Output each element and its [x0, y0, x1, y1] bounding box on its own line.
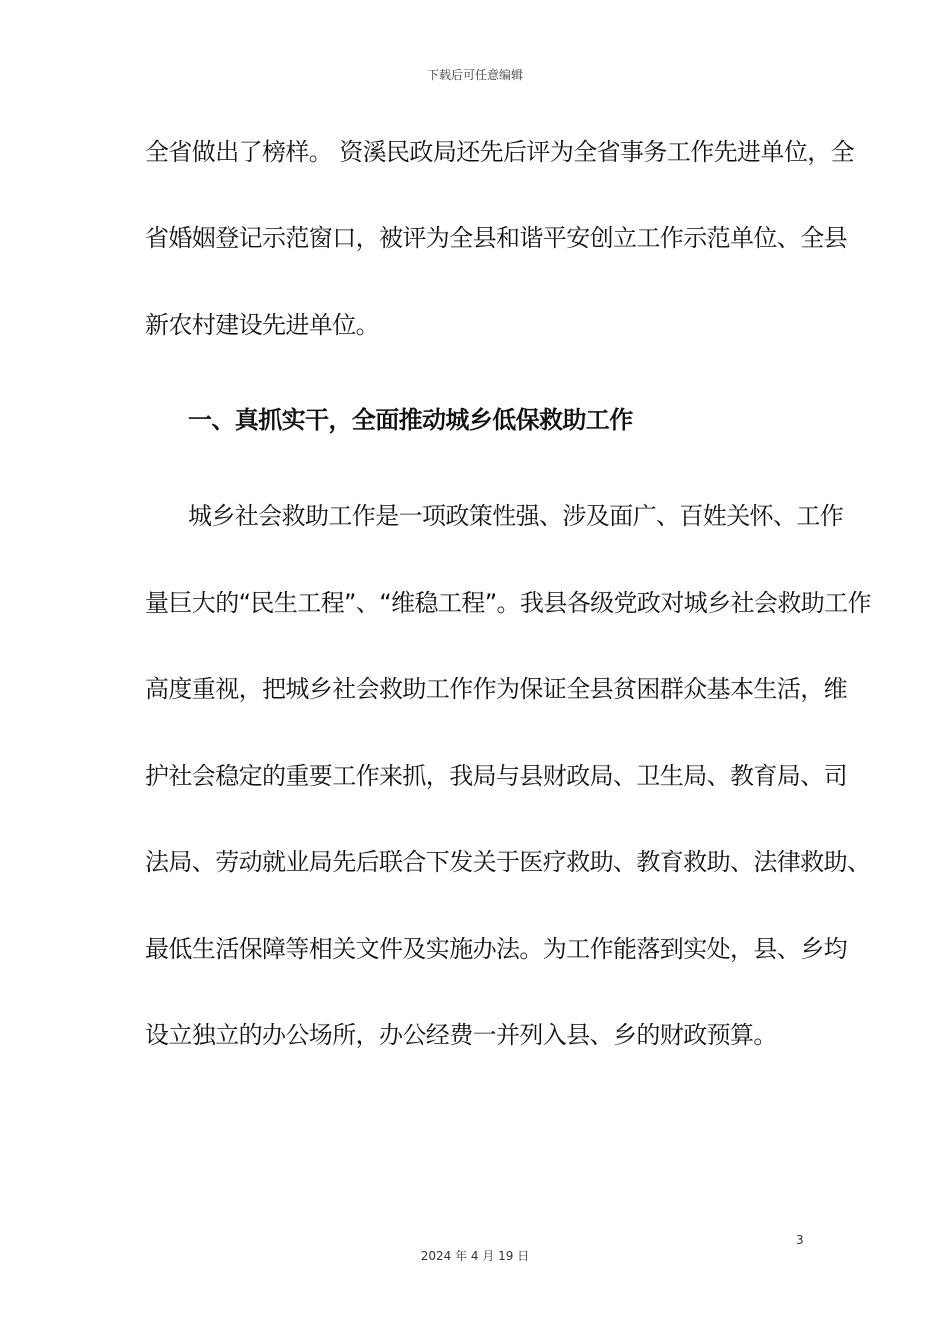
paragraph-line: 法局、劳动就业局先后联合下发关于医疗救助、教育救助、法律救助、 — [145, 848, 871, 876]
paragraph-line: 最低生活保障等相关文件及实施办法。为工作能落到实处，县、乡均 — [145, 935, 847, 963]
section-heading: 一、真抓实干，全面推动城乡低保救助工作 — [188, 406, 633, 434]
paragraph-line: 城乡社会救助工作是一项政策性强、涉及面广、百姓关怀、工作 — [188, 502, 844, 530]
paragraph-line: 护社会稳定的重要工作来抓，我局与县财政局、卫生局、教育局、司 — [145, 762, 847, 790]
paragraph-line: 全省做出了榜样。 资溪民政局还先后评为全省事务工作先进单位，全 — [145, 138, 855, 166]
footer-date: 2024 年 4 月 19 日 — [420, 1249, 530, 1263]
paragraph-line: 省婚姻登记示范窗口，被评为全县和谐平安创立工作示范单位、全县 — [145, 224, 847, 252]
header-note: 下载后可任意编辑 — [426, 68, 523, 82]
page-number: 3 — [796, 1233, 804, 1247]
paragraph-line: 新农村建设先进单位。 — [145, 311, 379, 339]
paragraph-line: 高度重视，把城乡社会救助工作作为保证全县贫困群众基本生活，维 — [145, 675, 847, 703]
paragraph-line: 量巨大的“民生工程”、“维稳工程”。我县各级党政对城乡社会救助工作 — [145, 589, 871, 617]
paragraph-line: 设立独立的办公场所，办公经费一并列入县、乡的财政预算。 — [145, 1021, 777, 1049]
